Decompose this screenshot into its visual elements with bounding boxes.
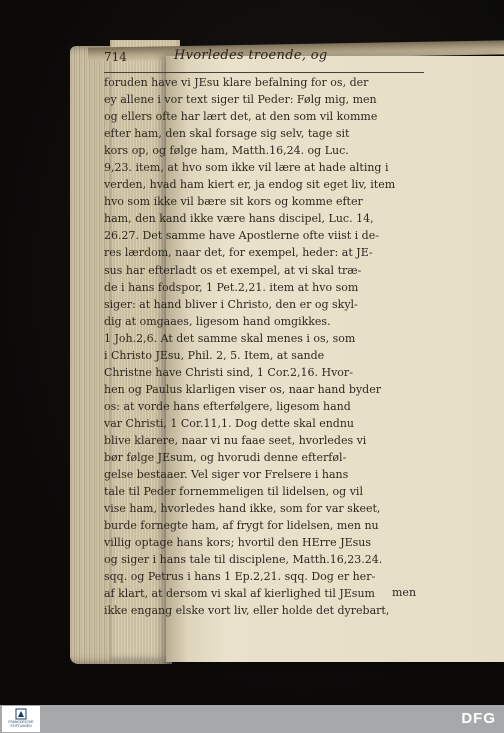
text-line: og ellers ofte har lært det, at den som vil komme (104, 110, 378, 124)
text-line: siger: at hand bliver i Christo, den er og skyl- (104, 297, 358, 311)
text-line: sqq. og Petrus i hans 1 Ep.2,21. sqq. Dog er her- (104, 570, 376, 584)
text-line: ey allene i vor text siger til Peder: Følg mig, men (104, 93, 377, 107)
text-line: blive klarere, naar vi nu faae seet, hvorledes vi (104, 433, 367, 447)
logo-text: FRANCKESCHE STIFTUNGEN (8, 720, 34, 728)
running-head: Hvorledes troende, og (174, 48, 328, 63)
text-line: de i hans fodspor, 1 Pet.2,21. item at hvo som (104, 280, 359, 294)
institution-logo[interactable] (2, 706, 40, 732)
page-number: 714 (104, 50, 127, 64)
text-line: ham, den kand ikke være hans discipel, Luc. 14, (104, 212, 374, 226)
text-line: bør følge JEsum, og hvorudi denne efterføl- (104, 451, 347, 465)
text-line: af klart, at dersom vi skal af kierlighed til JEsum (104, 587, 375, 601)
text-line: tale til Peder fornemmeligen til lidelsen, og vil (104, 485, 363, 499)
text-line: vise ham, hvorledes hand ikke, som for var skeet, (104, 502, 381, 516)
dfg-logo[interactable]: DFG (461, 710, 496, 727)
text-line: sus har efterladt os et exempel, at vi skal træ- (104, 263, 362, 277)
text-line: verden, hvad ham kiert er, ja endog sit eget liv, item (104, 178, 396, 192)
page-header (104, 50, 424, 73)
text-line: gelse bestaaer. Vel siger vor Frelsere i hans (104, 468, 349, 482)
page-text (104, 74, 432, 620)
text-line: og siger i hans tale til disciplene, Matth.16,23.24. (104, 553, 383, 567)
text-line: 26.27. Det samme have Apostlerne ofte viist i de- (104, 229, 379, 243)
text-line: 1 Joh.2,6. At det samme skal menes i os, som (104, 331, 356, 345)
text-line: foruden have vi JEsu klare befalning for os, der (104, 76, 369, 89)
franckesche-logo-icon (15, 708, 27, 720)
text-line: dig at omgaaes, ligesom hand omgikkes. (104, 314, 331, 328)
text-line: Christne have Christi sind, 1 Cor.2,16. Hvor- (104, 365, 353, 379)
text-line: hen og Paulus klarligen viser os, naar hand byder (104, 382, 381, 396)
text-line: var Christi, 1 Cor.11,1. Dog dette skal endnu (104, 416, 355, 430)
text-line: hvo som ikke vil bære sit kors og komme efter (104, 195, 363, 209)
text-line: villig optage hans kors; hvortil den HErre JEsus (104, 536, 372, 550)
text-line: efter ham, den skal forsage sig selv, tage sit (104, 127, 350, 141)
text-line: burde fornegte ham, af frygt for lidelsen, men nu (104, 519, 379, 533)
text-line: os: at vorde hans efterfølgere, ligesom hand (104, 399, 351, 413)
text-line: ikke engang elske vort liv, eller holde det dyrebart, (104, 604, 390, 618)
text-line: i Christo JEsu, Phil. 2, 5. Item, at sande (104, 348, 325, 362)
text-line: 9,23. item, at hvo som ikke vil lære at hade alting i (104, 161, 389, 175)
text-line: res lærdom, naar det, for exempel, heder: at JE- (104, 246, 373, 260)
viewer-footer (0, 705, 504, 733)
text-line: kors op, og følge ham, Matth.16,24. og Luc. (104, 144, 349, 158)
catchword: men (392, 586, 417, 599)
